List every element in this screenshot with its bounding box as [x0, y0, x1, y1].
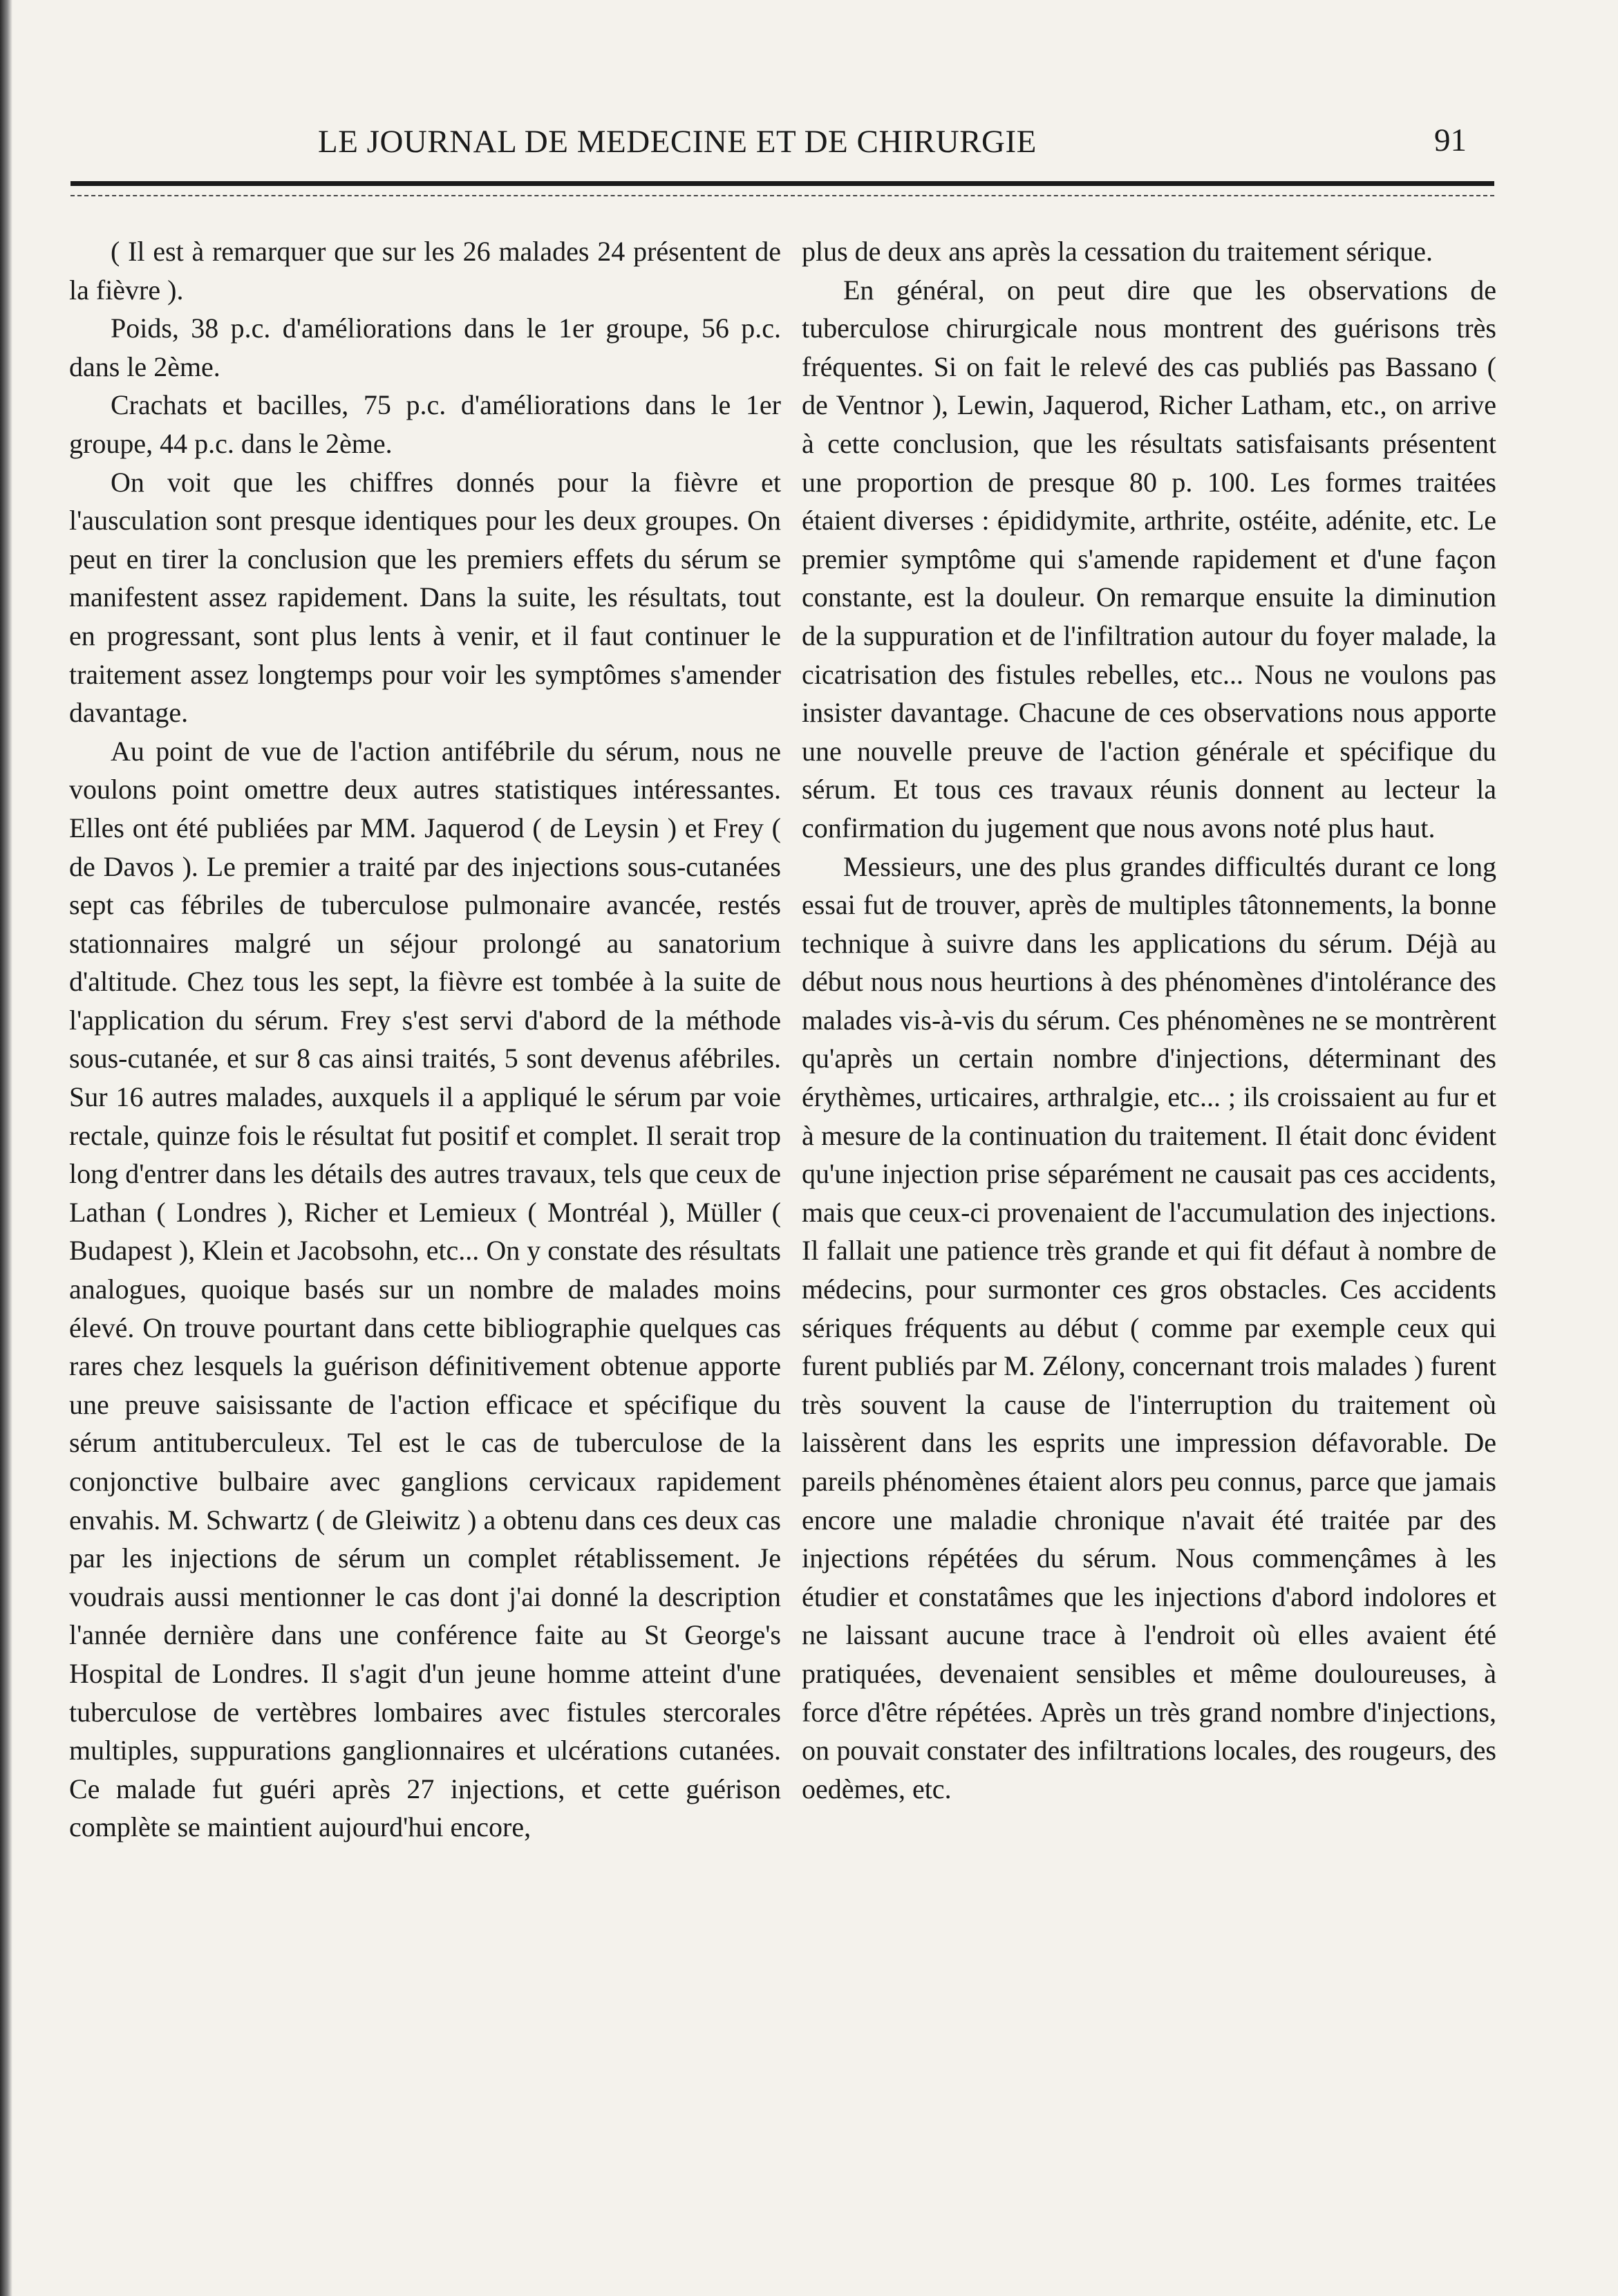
- paragraph: En général, on peut dire que les observations de tuberculose chirurgicale nous montrent des guérisons très fréquentes. Si on fait le relevé des cas publiés pas Bassano ( de Ventnor ), Lewin, Jaquerod, Richer Latham, etc., on arrive à cette conclusion, que les résultats satisfaisants présentent une proportion de presque 80 p. 100. Les formes traitées étaient diverses : épididymite, arthrite, ostéite, adénite, etc. Le premier symptôme qui s'amende rapidement et d'une façon constante, est la douleur. On remarque ensuite la diminution de la suppuration et de l'infiltration autour du foyer malade, la cicatrisation des fistules rebelles, etc... Nous ne voulons pas insister davantage. Chacune de ces observations nous apporte une nouvelle preuve de l'action générale et spécifique du sérum. Et tous ces travaux réunis donnent au lecteur la confirmation du jugement que nous avons noté plus haut.: [802, 274, 1496, 843]
- paragraph: Messieurs, une des plus grandes difficultés durant ce long essai fut de trouver, après de multiples tâtonnements, la bonne technique à suivre dans les applications du sérum. Déjà au début nous nous heurtions à des phénomènes d'intolérance des malades vis-à-vis du sérum. Ces phénomènes ne se montrèrent qu'après un certain nombre d'injections, déterminant des érythèmes, urticaires, arthralgie, etc... ; ils croissaient au fur et à mesure de la continuation du traitement. Il était donc évident qu'une injection prise séparément ne causait pas ces accidents, mais que ceux-ci provenaient de l'accumulation des injections. Il fallait une patience très grande et qui fit défaut à nombre de médecins, pour surmonter ces gros obstacles. Ces accidents sériques fréquents au début ( comme par exemple ceux qui furent publiés par M. Zélony, concernant trois malades ) furent très souvent la cause de l'interruption du traitement où laissèrent dans les esprits une impression défavorable. De pareils phénomènes étaient alors peu connus, parce que jamais encore une maladie chronique n'avait été traitée par des injections répétées du sérum. Nous commençâmes à les étudier et constatâmes que les injections d'abord indolores et ne laissant aucune trace à l'endroit où elles avaient été pratiquées, devenaient sensibles et même douloureuses, à force d'être répétées. Après un très grand nombre d'injections, on pouvait constater des infiltrations locales, des rougeurs, des oedèmes, etc.: [802, 850, 1496, 1804]
- paragraph: Crachats et bacilles, 75 p.c. d'améliorations dans le 1er groupe, 44 p.c. dans le 2ème.: [69, 389, 781, 459]
- paragraph: Au point de vue de l'action antifébrile du sérum, nous ne voulons point omettre deux autres statistiques intéressantes. Elles ont été publiées par MM. Jaquerod ( de Leysin ) et Frey ( de Davos ). Le premier a traité par des injections sous-cutanées sept cas fébriles de tuberculose pulmonaire avancée, restés stationnaires malgré un séjour prolongé au sanatorium d'altitude. Chez tous les sept, la fièvre est tombée à la suite de l'application du sérum. Frey s'est servi d'abord de la méthode sous-cutanée, et sur 8 cas ainsi traités, 5 sont devenus afébriles. Sur 16 autres malades, auxquels il a appliqué le sérum par voie rectale, quinze fois le résultat fut positif et complet. Il serait trop long d'entrer dans les détails des autres travaux, tels que ceux de Lathan ( Londres ), Richer et Lemieux ( Montréal ), Müller ( Budapest ), Klein et Jacobsohn, etc... On y constate des résultats analogues, quoique basés sur un nombre de malades moins élevé. On trouve pourtant dans cette bibliographie quelques cas rares chez lesquels la guérison définitivement obtenue apporte une preuve saisissante de l'action efficace et spécifique du sérum antituberculeux. Tel est le cas de tuberculose de la conjonctive bulbaire avec ganglions cervicaux rapidement envahis. M. Schwartz ( de Gleiwitz ) a obtenu dans ces deux cas par les injections de sérum un complet rétablissement. Je voudrais aussi mentionner le cas dont j'ai donné la description l'année dernière dans une conférence faite au St George's Hospital de Londres. Il s'agit d'un jeune homme atteint d'une tuberculose de vertèbres lombaires avec fistules stercorales multiples, suppurations ganglionnaires et ulcérations cutanées. Ce malade fut guéri après 27 injections, et cette guérison complète se maintient aujourd'hui encore,: [69, 735, 781, 1843]
- page-binding-edge: [0, 0, 12, 2296]
- paragraph: On voit que les chiffres donnés pour la fièvre et l'ausculation sont presque identiques pour les deux groupes. On peut en tirer la conclusion que les premiers effets du sérum se manifestent assez rapidement. Dans la suite, les résultats, tout en progressant, sont plus lents à venir, et il faut continuer le traitement assez longtemps pour voir les symptômes s'amender davantage.: [69, 466, 781, 729]
- left-column: [69, 232, 781, 1847]
- paragraph: ( Il est à remarquer que sur les 26 malades 24 présentent de la fièvre ).: [69, 236, 781, 306]
- header-rule-secondary: [70, 195, 1494, 196]
- paragraph: plus de deux ans après la cessation du traitement sérique.: [802, 236, 1433, 267]
- page-number: 91: [1434, 122, 1467, 158]
- paragraph: Poids, 38 p.c. d'améliorations dans le 1er groupe, 56 p.c. dans le 2ème.: [69, 312, 781, 382]
- running-header: LE JOURNAL DE MEDECINE ET DE CHIRURGIE: [318, 124, 1037, 160]
- right-column: [802, 232, 1496, 1808]
- header-rule: [70, 181, 1494, 186]
